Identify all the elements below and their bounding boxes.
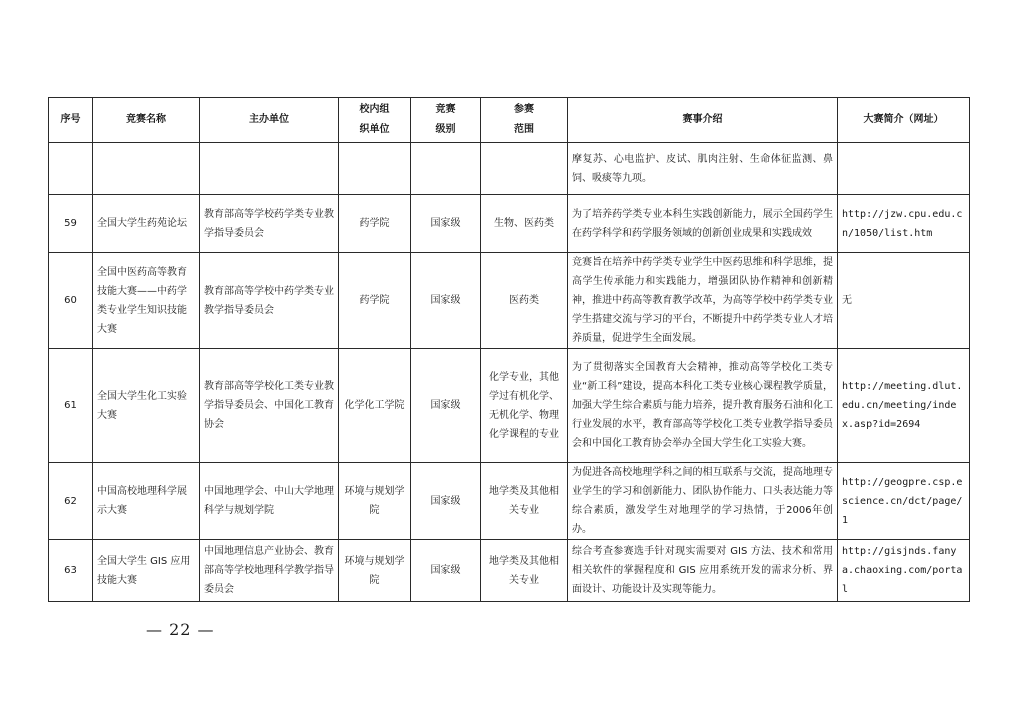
cell-name bbox=[93, 143, 200, 195]
cell-scope: 医药类 bbox=[481, 253, 568, 349]
cell-scope: 地学类及其他相关专业 bbox=[481, 463, 568, 540]
table-row bbox=[49, 195, 970, 253]
cell-org: 药学院 bbox=[339, 195, 411, 253]
cell-scope bbox=[481, 143, 568, 195]
cell-intro: 竞赛旨在培养中药学类专业学生中医药思维和科学思维，提高学生传承能力和实践能力，增强团队协作精神和创新精神，推进中药高等教育教学改革，为高等学校中药学类专业学生搭建交流与学习的平台，不断提升中药学类专业人才培养质量，促进学生全面发展。 bbox=[568, 253, 838, 349]
cell-org: 环境与规划学院 bbox=[339, 540, 411, 602]
cell-name: 中国高校地理科学展示大赛 bbox=[93, 463, 200, 540]
cell-org: 环境与规划学院 bbox=[339, 463, 411, 540]
cell-org: 药学院 bbox=[339, 253, 411, 349]
cell-scope: 生物、医药类 bbox=[481, 195, 568, 253]
header-url: 大赛简介（网址） bbox=[838, 98, 970, 143]
header-scope: 参赛 范围 bbox=[481, 98, 568, 143]
header-org: 校内组 织单位 bbox=[339, 98, 411, 143]
cell-host: 教育部高等学校化工类专业教学指导委员会、中国化工教育协会 bbox=[200, 349, 339, 463]
cell-host: 教育部高等学校中药学类专业教学指导委员会 bbox=[200, 253, 339, 349]
cell-host bbox=[200, 143, 339, 195]
header-name: 竞赛名称 bbox=[93, 98, 200, 143]
cell-level: 国家级 bbox=[411, 349, 481, 463]
cell-url: 无 bbox=[838, 253, 970, 349]
cell-intro: 摩复苏、心电监护、皮试、肌肉注射、生命体征监测、鼻饲、吸痰等九项。 bbox=[568, 143, 838, 195]
header-level: 竞赛 级别 bbox=[411, 98, 481, 143]
cell-url[interactable]: http://meeting.dlut.edu.cn/meeting/index.asp?id=2694 bbox=[838, 349, 970, 463]
table-row bbox=[49, 143, 970, 195]
header-host: 主办单位 bbox=[200, 98, 339, 143]
table-row bbox=[49, 463, 970, 540]
cell-org bbox=[339, 143, 411, 195]
cell-name: 全国大学生药苑论坛 bbox=[93, 195, 200, 253]
cell-no bbox=[49, 143, 93, 195]
cell-no: 60 bbox=[49, 253, 93, 349]
table-row bbox=[49, 253, 970, 349]
cell-scope: 地学类及其他相关专业 bbox=[481, 540, 568, 602]
cell-level: 国家级 bbox=[411, 195, 481, 253]
cell-level: 国家级 bbox=[411, 463, 481, 540]
cell-org: 化学化工学院 bbox=[339, 349, 411, 463]
header-intro: 赛事介绍 bbox=[568, 98, 838, 143]
cell-no: 59 bbox=[49, 195, 93, 253]
competition-table bbox=[48, 97, 970, 602]
cell-host: 中国地理信息产业协会、教育部高等学校地理科学教学指导委员会 bbox=[200, 540, 339, 602]
page-number: — 22 — bbox=[146, 620, 215, 639]
cell-name: 全国中医药高等教育技能大赛——中药学类专业学生知识技能大赛 bbox=[93, 253, 200, 349]
cell-url bbox=[838, 143, 970, 195]
table-row bbox=[49, 540, 970, 602]
cell-name: 全国大学生化工实验大赛 bbox=[93, 349, 200, 463]
cell-level bbox=[411, 143, 481, 195]
cell-url[interactable]: http://jzw.cpu.edu.cn/1050/list.htm bbox=[838, 195, 970, 253]
cell-intro: 为了培养药学类专业本科生实践创新能力，展示全国药学生在药学科学和药学服务领域的创新创业成果和实践成效 bbox=[568, 195, 838, 253]
cell-url[interactable]: http://geogpre.csp.escience.cn/dct/page/1 bbox=[838, 463, 970, 540]
table-row bbox=[49, 349, 970, 463]
cell-scope: 化学专业，其他学过有机化学、无机化学、物理化学课程的专业 bbox=[481, 349, 568, 463]
cell-url[interactable]: http://gisjnds.fanya.chaoxing.com/portal bbox=[838, 540, 970, 602]
cell-level: 国家级 bbox=[411, 540, 481, 602]
cell-level: 国家级 bbox=[411, 253, 481, 349]
cell-intro: 为了贯彻落实全国教育大会精神，推动高等学校化工类专业“新工科”建设，提高本科化工类专业核心课程教学质量，加强大学生综合素质与能力培养，提升教育服务石油和化工行业发展的水平，教育部高等学校化工类专业教学指导委员会和中国化工教育协会举办全国大学生化工实验大赛。 bbox=[568, 349, 838, 463]
cell-no: 61 bbox=[49, 349, 93, 463]
cell-intro: 为促进各高校地理学科之间的相互联系与交流，提高地理专业学生的学习和创新能力、团队协作能力、口头表达能力等综合素质，激发学生对地理学的学习热情，于2006年创办。 bbox=[568, 463, 838, 540]
table-header-row bbox=[49, 98, 970, 143]
cell-host: 教育部高等学校药学类专业教学指导委员会 bbox=[200, 195, 339, 253]
cell-intro: 综合考查参赛选手针对现实需要对 GIS 方法、技术和常用相关软件的掌握程度和 GIS 应用系统开发的需求分析、界面设计、功能设计及实现等能力。 bbox=[568, 540, 838, 602]
cell-no: 62 bbox=[49, 463, 93, 540]
cell-name: 全国大学生 GIS 应用技能大赛 bbox=[93, 540, 200, 602]
cell-host: 中国地理学会、中山大学地理科学与规划学院 bbox=[200, 463, 339, 540]
cell-no: 63 bbox=[49, 540, 93, 602]
header-no: 序号 bbox=[49, 98, 93, 143]
